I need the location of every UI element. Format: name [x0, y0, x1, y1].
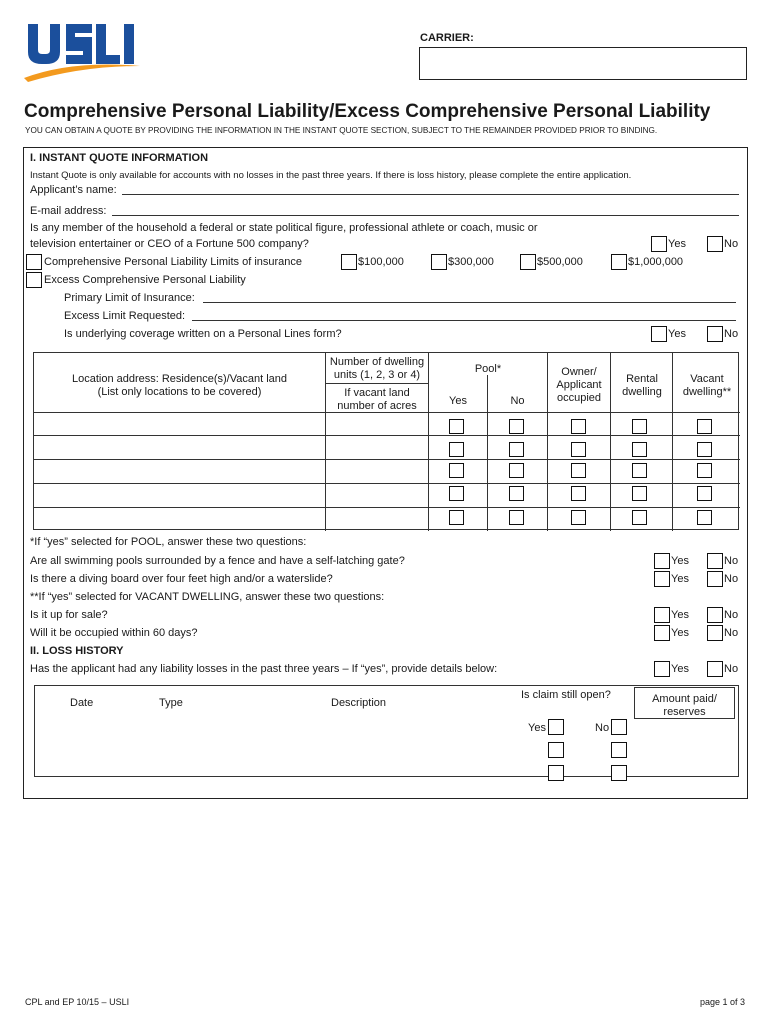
occupied-yes-label: Yes [671, 627, 689, 639]
carrier-label: CARRIER: [420, 32, 474, 44]
diving-board-yes-checkbox[interactable] [654, 571, 670, 587]
for-sale-yes-label: Yes [671, 609, 689, 621]
limit-300k-label: $300,000 [448, 256, 494, 268]
col-acres-header: If vacant land number of acres [337, 387, 417, 412]
footer-page-number: page 1 of 3 [700, 997, 746, 1007]
political-no-label: No [724, 238, 739, 250]
applicant-name-label: Applicant’s name: [30, 184, 117, 196]
applicant-name-field[interactable] [122, 194, 739, 195]
pool-fence-no-label: No [724, 555, 739, 567]
excess-limit-label: Excess Limit Requested: [64, 310, 186, 322]
claim-open-yes-checkbox[interactable] [548, 719, 564, 735]
owner-occupied-checkbox[interactable] [571, 442, 586, 457]
section1-heading: I. INSTANT QUOTE INFORMATION [30, 152, 209, 164]
vacant-questions-intro: **If “yes” selected for VACANT DWELLING, answer these two questions: [30, 591, 385, 603]
pool-fence-question: Are all swimming pools surrounded by a fence and have a self-latching gate? [30, 555, 405, 567]
rental-dwelling-checkbox[interactable] [632, 510, 647, 525]
col-owner-header: Owner/ Applicant occupied [556, 366, 602, 404]
vacant-dwelling-checkbox[interactable] [697, 463, 712, 478]
pool-yes-checkbox[interactable] [449, 419, 464, 434]
primary-limit-field[interactable] [203, 302, 736, 303]
political-question-line2: television entertainer or CEO of a Fortune 500 company? [30, 238, 309, 250]
loss-history-no-label: No [724, 663, 739, 675]
limit-100k-label: $100,000 [358, 256, 404, 268]
pool-fence-no-checkbox[interactable] [707, 553, 723, 569]
limit-100k-checkbox[interactable] [341, 254, 357, 270]
limit-300k-checkbox[interactable] [431, 254, 447, 270]
loss-history-yes-checkbox[interactable] [654, 661, 670, 677]
vacant-dwelling-checkbox[interactable] [697, 419, 712, 434]
col-address-header [34, 373, 325, 399]
col-amount-header: Amount paid/ reserves [652, 693, 717, 718]
col-description-header: Description [331, 697, 387, 709]
page-title: Comprehensive Personal Liability/Excess Comprehensive Personal Liability [24, 101, 711, 122]
claim-open-no-checkbox[interactable] [611, 719, 627, 735]
section2-heading: II. LOSS HISTORY [30, 645, 124, 657]
primary-limit-label: Primary Limit of Insurance: [64, 292, 195, 304]
excess-limit-field[interactable] [192, 320, 736, 321]
col-open-header: Is claim still open? [521, 689, 611, 701]
rental-dwelling-checkbox[interactable] [632, 463, 647, 478]
pool-fence-yes-checkbox[interactable] [654, 553, 670, 569]
col-rental-header: Rental dwelling [622, 373, 662, 398]
col-pool-header: Pool* [474, 363, 502, 375]
for-sale-no-checkbox[interactable] [707, 607, 723, 623]
pool-no-checkbox[interactable] [509, 419, 524, 434]
limit-500k-checkbox[interactable] [520, 254, 536, 270]
cpl-label: Comprehensive Personal Liability Limits of insurance [44, 256, 303, 268]
diving-board-no-label: No [724, 573, 739, 585]
underlying-question: Is underlying coverage written on a Personal Lines form? [64, 328, 342, 340]
vacant-dwelling-checkbox[interactable] [697, 442, 712, 457]
diving-board-question: Is there a diving board over four feet high and/or a waterslide? [30, 573, 333, 585]
pool-yes-checkbox[interactable] [449, 442, 464, 457]
cpl-checkbox[interactable] [26, 254, 42, 270]
pool-questions-intro: *If “yes” selected for POOL, answer these two questions: [30, 536, 307, 548]
loss-history-yes-label: Yes [671, 663, 689, 675]
rental-dwelling-checkbox[interactable] [632, 442, 647, 457]
col-address-line2: (List only locations to be covered) [97, 386, 262, 398]
pool-yes-checkbox[interactable] [449, 510, 464, 525]
owner-occupied-checkbox[interactable] [571, 419, 586, 434]
col-pool-no-header: No [510, 395, 525, 407]
vacant-dwelling-checkbox[interactable] [697, 510, 712, 525]
claim-open-no-checkbox[interactable] [611, 765, 627, 781]
occupied-question: Will it be occupied within 60 days? [30, 627, 198, 639]
political-no-checkbox[interactable] [707, 236, 723, 252]
col-pool-yes-header: Yes [449, 395, 467, 407]
email-label: E-mail address: [30, 205, 107, 217]
owner-occupied-checkbox[interactable] [571, 510, 586, 525]
carrier-field[interactable] [419, 47, 747, 80]
underlying-no-label: No [724, 328, 739, 340]
owner-occupied-checkbox[interactable] [571, 463, 586, 478]
page-subtitle: YOU CAN OBTAIN A QUOTE BY PROVIDING THE INFORMATION IN THE INSTANT QUOTE SECTION, SUBJECT TO THE REMAINDER PROVIDED PRIOR TO BINDING. [25, 126, 658, 135]
for-sale-question: Is it up for sale? [30, 609, 108, 621]
col-type-header: Type [159, 697, 183, 709]
occupied-yes-checkbox[interactable] [654, 625, 670, 641]
locations-table [33, 352, 739, 530]
pool-no-checkbox[interactable] [509, 463, 524, 478]
rental-dwelling-checkbox[interactable] [632, 486, 647, 501]
underlying-yes-label: Yes [668, 328, 686, 340]
claim-open-no-label: No [595, 722, 610, 734]
ecpl-label: Excess Comprehensive Personal Liability [44, 274, 246, 286]
diving-board-yes-label: Yes [671, 573, 689, 585]
occupied-no-checkbox[interactable] [707, 625, 723, 641]
email-field[interactable] [112, 215, 739, 216]
pool-fence-yes-label: Yes [671, 555, 689, 567]
claim-open-yes-checkbox[interactable] [548, 742, 564, 758]
claim-open-yes-checkbox[interactable] [548, 765, 564, 781]
owner-occupied-checkbox[interactable] [571, 486, 586, 501]
pool-yes-checkbox[interactable] [449, 486, 464, 501]
col-date-header: Date [70, 697, 94, 709]
political-yes-checkbox[interactable] [651, 236, 667, 252]
pool-yes-checkbox[interactable] [449, 463, 464, 478]
pool-no-checkbox[interactable] [509, 486, 524, 501]
col-vacant-header: Vacant dwelling** [682, 373, 732, 398]
pool-no-checkbox[interactable] [509, 442, 524, 457]
usli-logo [22, 20, 142, 82]
col-address-line1: Location address: Residence(s)/Vacant land [71, 373, 288, 385]
occupied-no-label: No [724, 627, 739, 639]
political-question-line1: Is any member of the household a federal or state political figure, professional athlete or coach, music or [30, 222, 538, 234]
vacant-dwelling-checkbox[interactable] [697, 486, 712, 501]
usli-logo-graphic [22, 20, 142, 82]
for-sale-no-label: No [724, 609, 739, 621]
underlying-yes-checkbox[interactable] [651, 326, 667, 342]
limit-500k-label: $500,000 [537, 256, 583, 268]
limit-1m-checkbox[interactable] [611, 254, 627, 270]
footer-form-id: CPL and EP 10/15 – USLI [25, 997, 130, 1007]
claim-open-yes-label: Yes [528, 722, 546, 734]
ecpl-checkbox[interactable] [26, 272, 42, 288]
loss-history-no-checkbox[interactable] [707, 661, 723, 677]
pool-no-checkbox[interactable] [509, 510, 524, 525]
for-sale-yes-checkbox[interactable] [654, 607, 670, 623]
col-units-header: Number of dwelling units (1, 2, 3 or 4) [329, 356, 425, 381]
claim-open-no-checkbox[interactable] [611, 742, 627, 758]
diving-board-no-checkbox[interactable] [707, 571, 723, 587]
loss-history-question: Has the applicant had any liability losses in the past three years – If “yes”, provide details below: [30, 663, 498, 675]
underlying-no-checkbox[interactable] [707, 326, 723, 342]
rental-dwelling-checkbox[interactable] [632, 419, 647, 434]
political-yes-label: Yes [668, 238, 686, 250]
limit-1m-label: $1,000,000 [628, 256, 684, 268]
instant-quote-note: Instant Quote is only available for accounts with no losses in the past three years. If there is loss history, please complete the entire application. [30, 170, 632, 181]
